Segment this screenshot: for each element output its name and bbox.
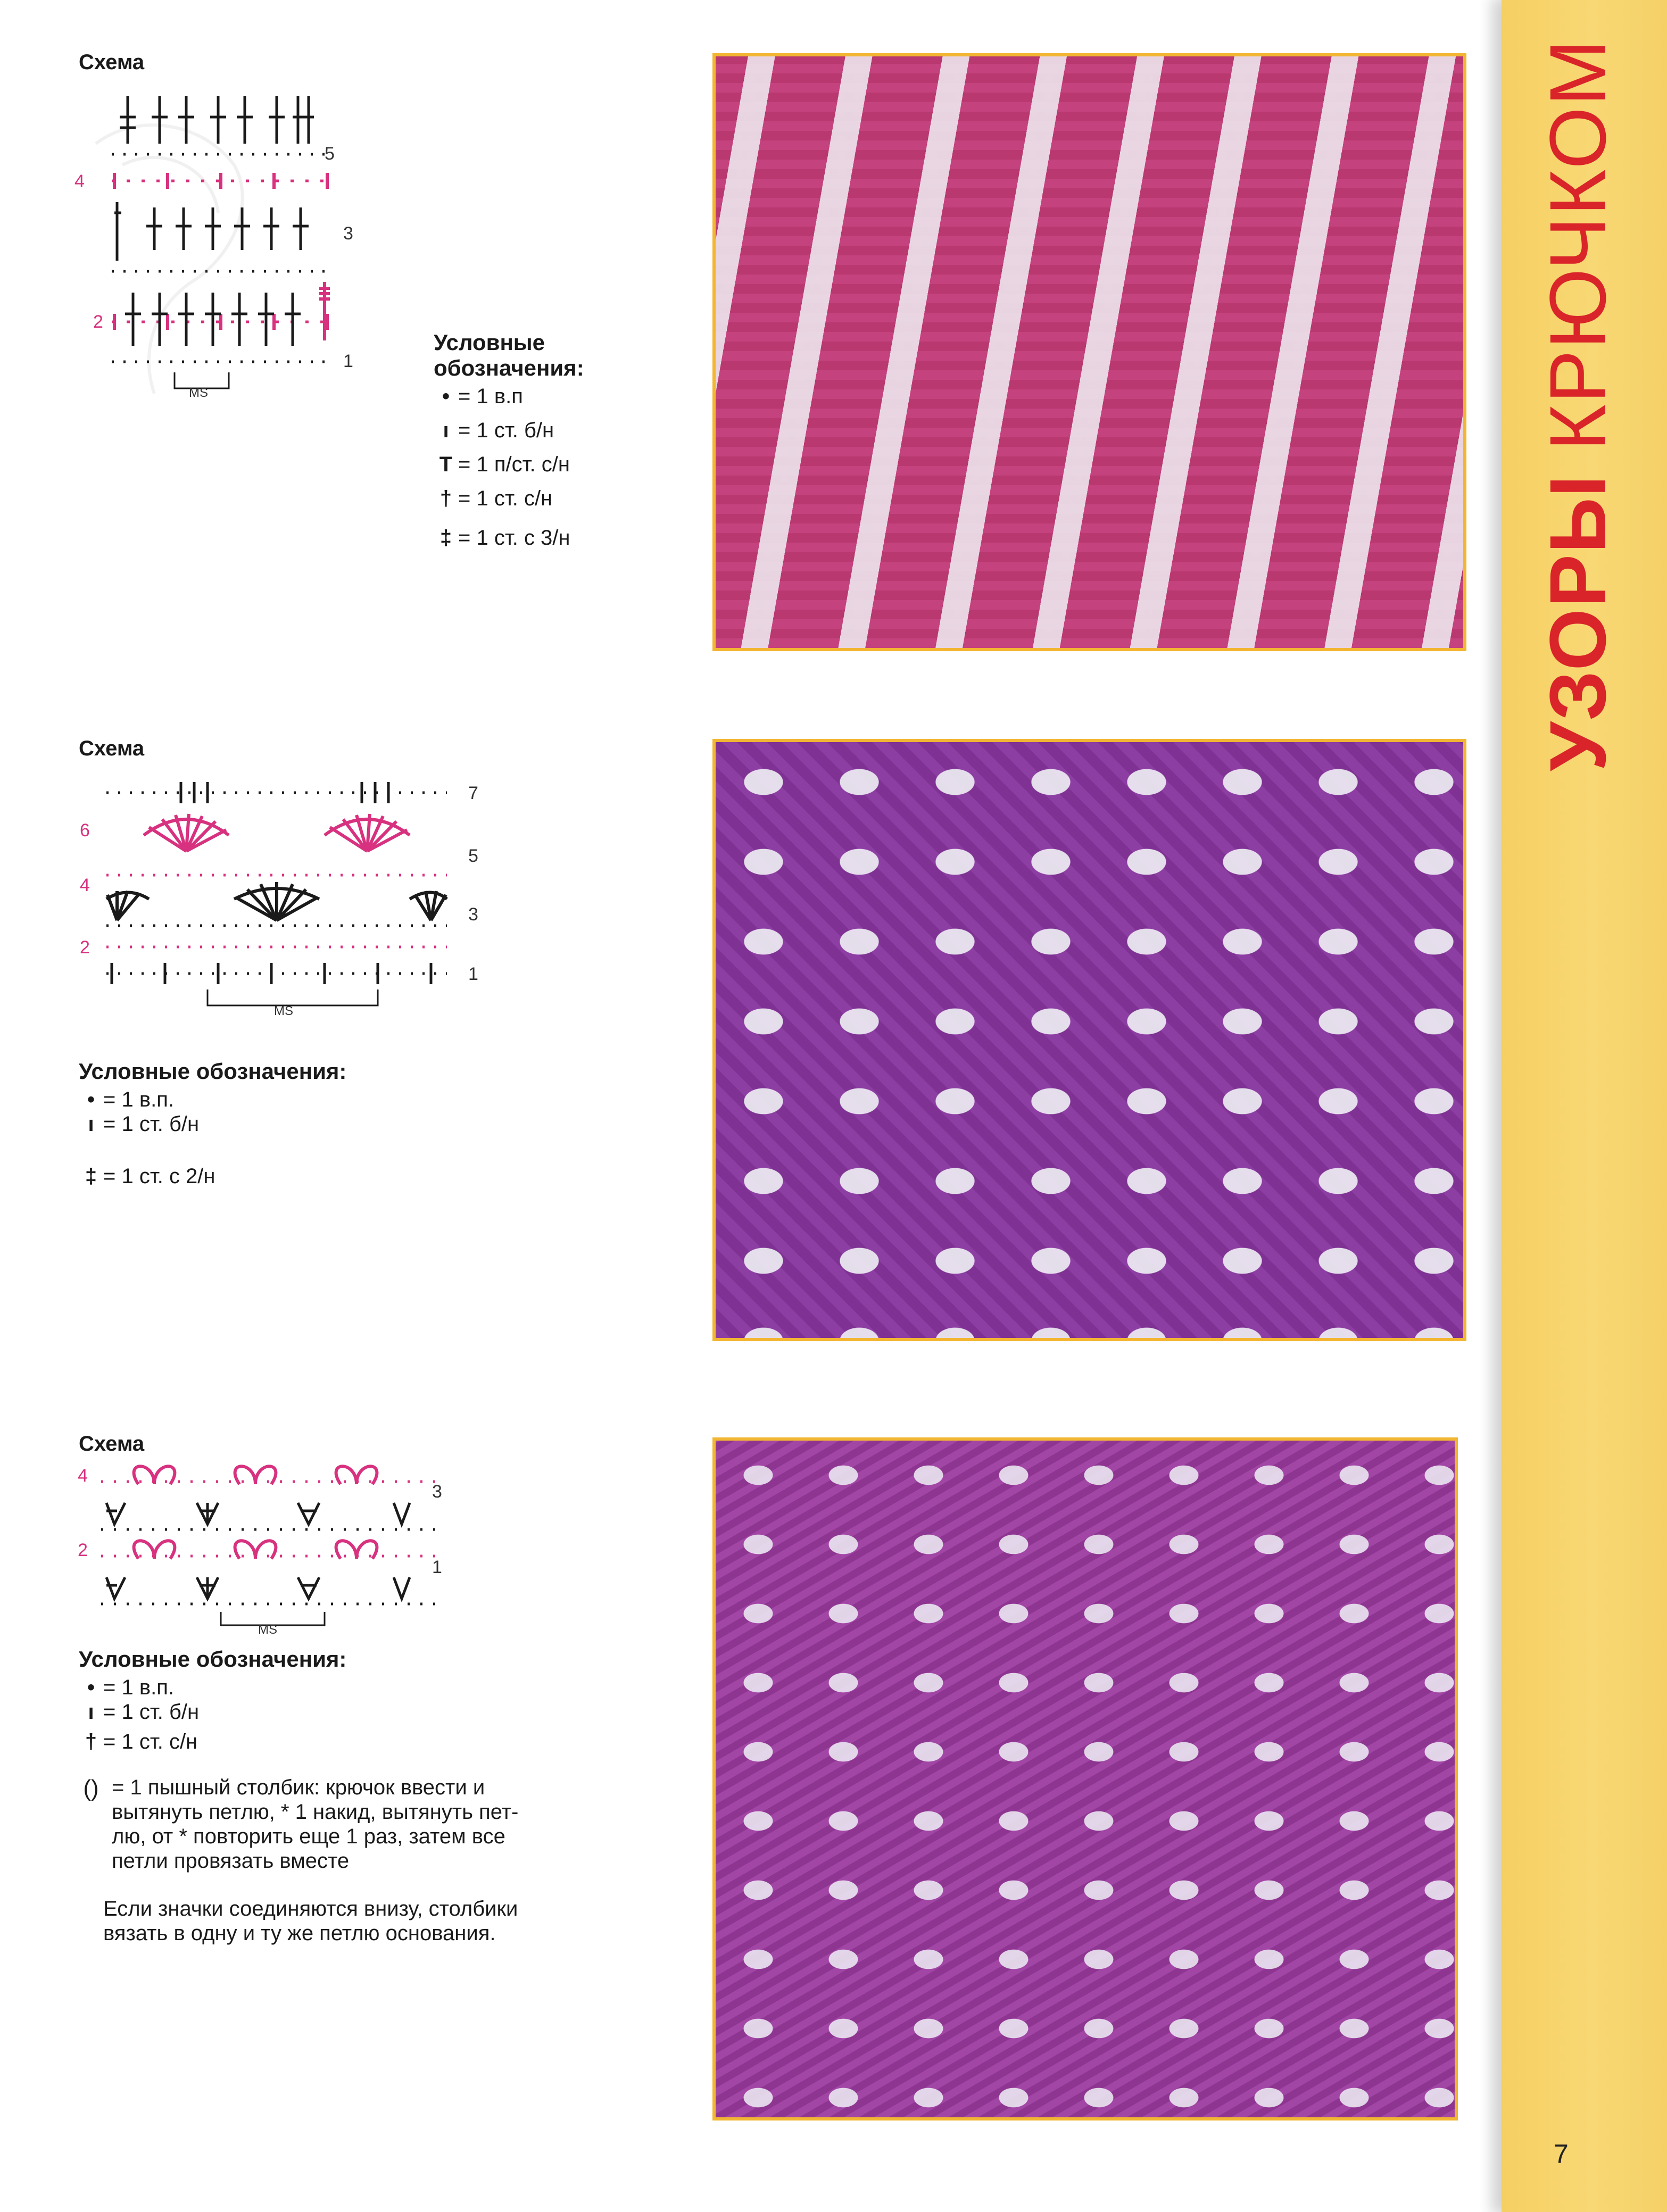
puff-text-line: = 1 пышный столбик: крючок ввести и xyxy=(112,1776,485,1799)
pattern1-row-1: 1 xyxy=(343,351,353,371)
pattern1-legend-text: = 1 ст. с/н xyxy=(458,487,553,510)
pattern3-legend-title: Условные обозначения: xyxy=(79,1646,347,1672)
pattern3-legend-text: = 1 ст. с/н xyxy=(103,1730,198,1753)
note-text-line: Если значки соединяются внизу, столбики xyxy=(103,1897,518,1920)
sidebar-shadow xyxy=(1479,0,1502,2212)
pattern3-row-3: 3 xyxy=(432,1482,442,1502)
pattern3-legend xyxy=(79,1646,611,1945)
double-crochet-icon: † xyxy=(85,1730,97,1753)
chain-icon: • xyxy=(87,1676,95,1699)
pattern2-scheme-diagram xyxy=(74,771,500,1037)
pattern2-row-5: 5 xyxy=(468,846,478,866)
pattern1-legend-text: = 1 п/ст. с/н xyxy=(458,453,570,476)
pattern2-legend-text: = 1 ст. с 2/н xyxy=(103,1165,215,1188)
pattern2-photo xyxy=(712,739,1466,1341)
pattern2-row-2: 2 xyxy=(80,937,90,958)
pattern2-legend-text: = 1 в.п. xyxy=(103,1088,174,1111)
sidebar-title-bold: УЗОРЫ xyxy=(1533,474,1622,771)
pattern2-row-3: 3 xyxy=(468,904,478,925)
pattern2-legend-row xyxy=(79,1087,346,1112)
pattern1-legend-text: = 1 ст. с 3/н xyxy=(458,526,570,550)
pattern2-row-4: 4 xyxy=(80,875,90,895)
pattern2-scheme-label: Схема xyxy=(79,737,145,760)
pattern1-legend-row xyxy=(434,486,584,511)
pattern1-legend-row xyxy=(434,418,584,443)
chain-icon: • xyxy=(87,1088,95,1111)
pattern1-row-2: 2 xyxy=(93,312,103,332)
pattern3-scheme-label: Схема xyxy=(79,1432,145,1456)
treble-crochet-icon: ‡ xyxy=(85,1165,97,1188)
single-crochet-icon: ı xyxy=(443,419,449,442)
pattern1-legend-row xyxy=(434,452,584,477)
puff-text-line: вытянуть петлю, * 1 накид, вытянуть пет- xyxy=(112,1800,519,1824)
pattern1-legend-title-1: Условные xyxy=(434,330,545,355)
puff-text-line: петли провязать вместе xyxy=(112,1849,350,1873)
pattern2-legend-title: Условные обозначения: xyxy=(79,1059,347,1084)
pattern3-legend-row xyxy=(79,1700,611,1724)
pattern2-legend-row xyxy=(79,1112,346,1136)
pattern1-row-3: 3 xyxy=(343,223,353,244)
note-text-line: вязать в одну и ту же петлю основания. xyxy=(103,1922,496,1945)
join-note xyxy=(79,1897,611,1945)
pattern3-legend-row xyxy=(79,1729,611,1754)
pattern3-legend-text: = 1 в.п. xyxy=(103,1676,174,1699)
triple-treble-crochet-icon: ‡ xyxy=(439,526,452,550)
pattern3-photo xyxy=(712,1437,1458,2120)
single-crochet-icon: ı xyxy=(88,1700,94,1724)
pattern1-row-5: 5 xyxy=(325,144,335,164)
single-crochet-icon: ı xyxy=(88,1112,94,1136)
sidebar-title xyxy=(1532,38,1623,771)
pattern1-legend-row xyxy=(434,384,584,409)
pattern2-legend-row xyxy=(79,1164,346,1188)
pattern3-row-1: 1 xyxy=(432,1557,442,1577)
pattern2-row-6: 6 xyxy=(80,820,90,841)
pattern2-ms-label: MS xyxy=(274,1004,293,1018)
double-crochet-icon: † xyxy=(439,487,452,510)
pattern1-legend xyxy=(434,330,584,550)
puff-text-line: лю, от * повторить еще 1 раз, затем все xyxy=(112,1825,505,1848)
pattern2-row-7: 7 xyxy=(468,783,478,803)
pattern1-legend-row xyxy=(434,526,584,550)
pattern3-scheme-diagram xyxy=(74,1460,458,1636)
pattern1-legend-text: = 1 ст. б/н xyxy=(458,419,554,442)
pattern1-legend-title-2: обозначения: xyxy=(434,355,584,380)
sidebar-title-light: КРЮЧКОМ xyxy=(1533,38,1622,451)
puff-stitch-icon: () xyxy=(83,1775,99,1801)
pattern1-scheme-diagram xyxy=(74,80,372,420)
puff-stitch-description xyxy=(79,1775,611,1873)
pattern1-photo xyxy=(712,53,1466,651)
pattern3-legend-row xyxy=(79,1675,611,1700)
pattern3-row-4: 4 xyxy=(78,1466,88,1486)
pattern3-legend-text: = 1 ст. б/н xyxy=(103,1700,200,1724)
chain-icon: • xyxy=(442,385,450,408)
pattern1-legend-text: = 1 в.п xyxy=(458,385,523,408)
pattern2-legend xyxy=(79,1059,346,1188)
pattern3-row-2: 2 xyxy=(78,1540,88,1560)
page-number: 7 xyxy=(1554,2139,1569,2169)
pattern1-scheme-label: Схема xyxy=(79,51,145,74)
pattern1-row-4: 4 xyxy=(74,171,85,192)
pattern1-ms-label: MS xyxy=(189,386,208,400)
pattern3-ms-label: MS xyxy=(258,1623,277,1636)
pattern2-legend-text: = 1 ст. б/н xyxy=(103,1112,200,1136)
half-double-crochet-icon: T xyxy=(439,453,453,476)
pattern2-row-1: 1 xyxy=(468,964,478,984)
